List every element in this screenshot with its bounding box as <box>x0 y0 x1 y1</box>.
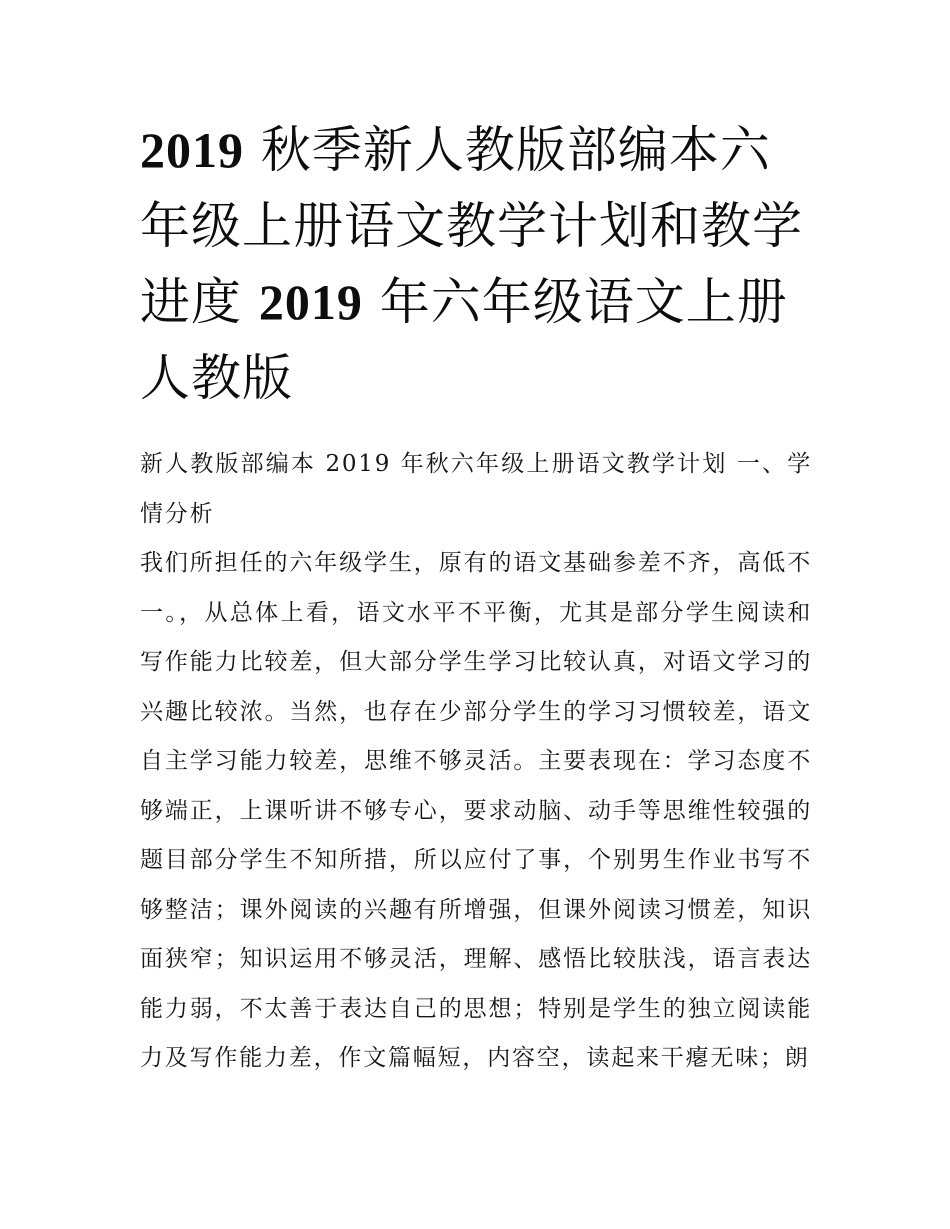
title-year-2: 2019 <box>258 274 363 330</box>
document-content <box>140 112 812 1084</box>
title-year-1: 2019 <box>140 122 244 178</box>
document-title <box>140 112 812 416</box>
body-paragraph: 我们所担任的六年级学生，原有的语文基础参差不齐，高低不一。，从总体上看，语文水平不平衡，尤其是部分学生阅读和写作能力比较差，但大部分学生学习比较认真，对语文学习的兴趣比较浓。当然，也存在少部分学生的学习习惯较差，语文自主学习能力较差，思维不够灵活。主要表现在：学习态度不够端正，上课听讲不够专心，要求动脑、动手等思维性较强的题目部分学生不知所措，所以应付了事，个别男生作业书写不够整洁；课外阅读的兴趣有所增强，但课外阅读习惯差，知识面狭窄；知识运用不够灵活，理解、感悟比较肤浅，语言表达能力弱，不太善于表达自己的思想；特别是学生的独立阅读能力及写作能力差，作文篇幅短，内容空，读起来干瘪无味；朗 <box>140 550 812 1071</box>
title-text-1: 秋季新人教版部编本六年级上册语文教学计划和教学进度 <box>140 121 803 331</box>
intro-paragraph: 新人教版部编本 2019 年秋六年级上册语文教学计划 一、学情分析 <box>140 451 812 527</box>
title-text-2: 年六年级语文上册人教版 <box>140 273 788 407</box>
